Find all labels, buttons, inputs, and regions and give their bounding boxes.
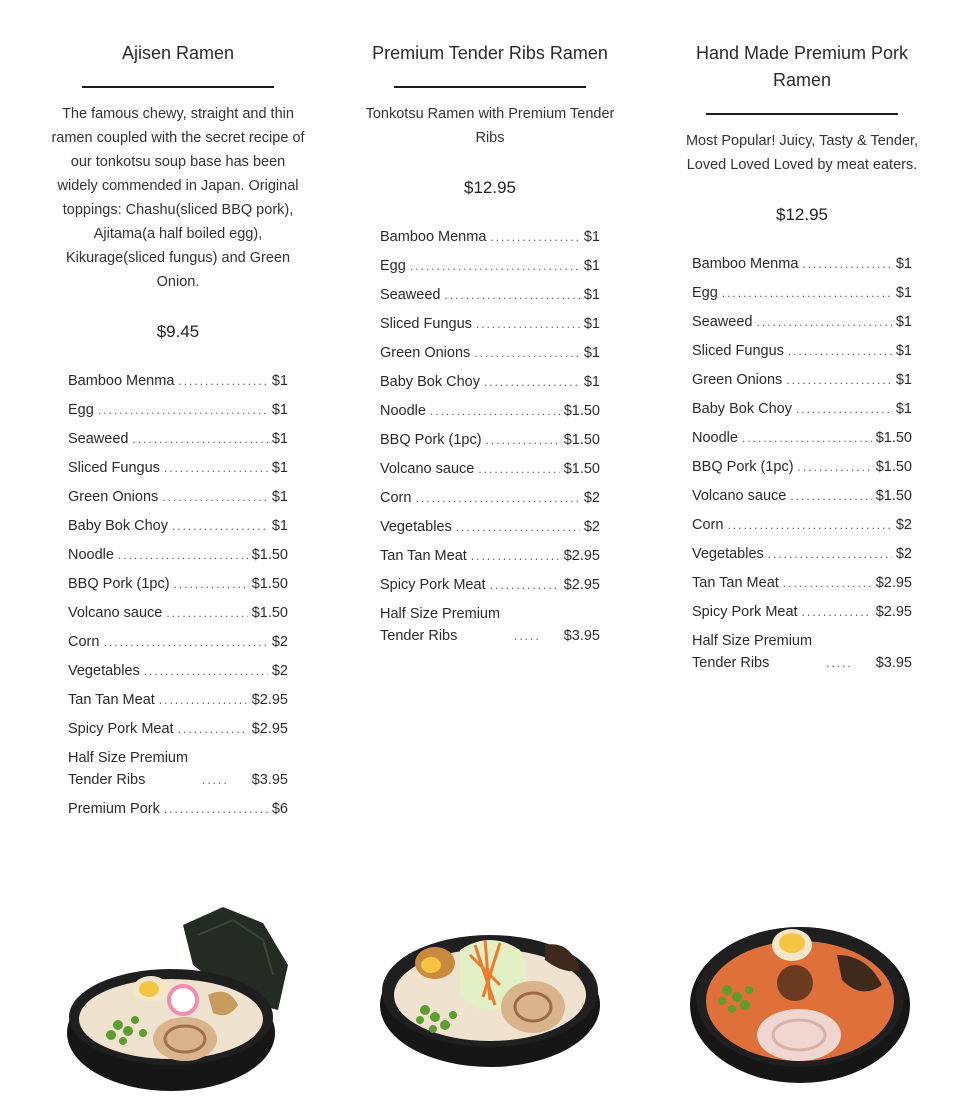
addon-name: Egg (68, 402, 94, 418)
dot-leader (444, 284, 579, 306)
dot-leader (474, 342, 580, 364)
addon-name: Noodle (692, 430, 738, 446)
title-divider (82, 86, 274, 88)
addon-item (692, 572, 912, 594)
addon-name: Vegetables (692, 546, 764, 562)
addon-item (68, 544, 288, 566)
addon-price: $1 (271, 489, 288, 505)
addon-name: Tan Tan Meat (68, 692, 155, 708)
addon-item (380, 487, 600, 509)
dot-leader (802, 601, 872, 623)
addon-item (68, 660, 288, 682)
dot-leader (786, 369, 892, 391)
addon-name: Noodle (68, 547, 114, 563)
dot-leader (202, 769, 226, 791)
addon-name: Corn (68, 634, 100, 650)
addon-item (692, 398, 912, 420)
addon-item (68, 399, 288, 421)
dot-leader (796, 398, 892, 420)
addon-name: Noodle (380, 403, 426, 419)
tender-rib-pork (501, 981, 565, 1033)
addon-price: $1.50 (875, 488, 912, 504)
addon-name: Tan Tan Meat (692, 575, 779, 591)
addon-item (68, 457, 288, 479)
tender-ribs-ramen-bowl-photo (375, 905, 605, 1095)
dot-leader (788, 340, 892, 362)
addon-item (68, 486, 288, 508)
tender-ribs-ramen-bowl-illustration (375, 905, 605, 1095)
addon-price: $1.50 (563, 432, 600, 448)
title-divider (706, 113, 898, 115)
addon-item (380, 545, 600, 567)
dot-leader (144, 660, 268, 682)
addon-name: BBQ Pork (1pc) (692, 459, 794, 475)
addon-price: $3.95 (875, 655, 912, 671)
addon-price: $2 (583, 490, 600, 506)
addon-item (692, 543, 912, 565)
addon-name: Spicy Pork Meat (68, 721, 174, 737)
addon-name: Green Onions (380, 345, 471, 361)
addon-price: $1 (583, 316, 600, 332)
addon-price: $1.50 (251, 576, 288, 592)
addon-item (380, 255, 600, 277)
addon-name: Sliced Fungus (692, 343, 784, 359)
addon-name: Volcano sauce (692, 488, 787, 504)
addon-name: Seaweed (692, 314, 753, 330)
addon-item (68, 428, 288, 450)
meatball (777, 965, 813, 1001)
addon-name: Baby Bok Choy (692, 401, 792, 417)
dot-leader (486, 429, 560, 451)
dish-title: Ajisen Ramen (121, 43, 235, 63)
addon-item (68, 370, 288, 392)
addon-item (692, 601, 912, 623)
addon-item (692, 340, 912, 362)
addon-price: $2.95 (875, 575, 912, 591)
addon-item (380, 371, 600, 393)
dot-leader (514, 625, 538, 647)
addon-item (68, 515, 288, 537)
addon-price: $6 (271, 801, 288, 817)
addon-item (68, 798, 288, 820)
addon-price: $1 (271, 431, 288, 447)
addon-price: $2.95 (563, 577, 600, 593)
dot-leader (756, 311, 891, 333)
addon-price: $1.50 (563, 403, 600, 419)
addon-price: $1 (583, 229, 600, 245)
addon-name: Seaweed (380, 287, 441, 303)
addon-name: Volcano sauce (68, 605, 163, 621)
addon-item (380, 603, 600, 647)
addon-price: $2.95 (251, 692, 288, 708)
addon-price: $1.50 (875, 459, 912, 475)
dot-leader (802, 253, 891, 275)
dish-price: $12.95 (776, 205, 828, 224)
menu-column-ajisen-ramen (53, 40, 303, 827)
addon-price: $1 (895, 343, 912, 359)
addon-item (68, 689, 288, 711)
menu-column-premium-pork-ramen (677, 40, 927, 681)
addon-name: Spicy Pork Meat (380, 577, 486, 593)
title-divider (394, 86, 586, 88)
addon-item (692, 253, 912, 275)
dot-leader (742, 427, 872, 449)
dish-title: Premium Tender Ribs Ramen (372, 43, 608, 63)
dot-leader (727, 514, 891, 536)
addon-list (68, 370, 288, 820)
addon-name: Egg (692, 285, 718, 301)
menu-column-tender-ribs-ramen (365, 40, 615, 654)
addon-price: $1 (895, 372, 912, 388)
addon-name: Premium Pork (68, 801, 160, 817)
dot-leader (478, 458, 559, 480)
dot-leader (490, 574, 560, 596)
addon-price: $1 (271, 373, 288, 389)
addon-price: $3.95 (251, 772, 288, 788)
addon-list (692, 253, 912, 674)
dot-leader (172, 515, 268, 537)
dot-leader (415, 487, 579, 509)
addon-name: Tan Tan Meat (380, 548, 467, 564)
addon-price: $2.95 (251, 721, 288, 737)
dot-leader (826, 652, 850, 674)
addon-price: $1 (895, 314, 912, 330)
dot-leader (476, 313, 580, 335)
dot-leader (132, 428, 267, 450)
dot-leader (166, 602, 247, 624)
addon-name: Sliced Fungus (68, 460, 160, 476)
addon-price: $1 (583, 345, 600, 361)
addon-price: $1 (583, 258, 600, 274)
addon-item (380, 284, 600, 306)
addon-item (692, 427, 912, 449)
addon-price: $1 (271, 402, 288, 418)
premium-pork-ramen-bowl-illustration (687, 905, 917, 1095)
addon-name: Corn (692, 517, 724, 533)
addon-price: $1 (583, 287, 600, 303)
addon-name: Green Onions (692, 372, 783, 388)
addon-price: $2 (895, 546, 912, 562)
addon-price: $2.95 (875, 604, 912, 620)
dot-leader (768, 543, 892, 565)
addon-name: BBQ Pork (1pc) (68, 576, 170, 592)
addon-item (692, 485, 912, 507)
addon-price: $2 (271, 634, 288, 650)
chashu-pork (153, 1017, 217, 1061)
dish-price: $12.95 (464, 178, 516, 197)
addon-item (68, 573, 288, 595)
addon-name: Vegetables (68, 663, 140, 679)
addon-price: $1.50 (251, 605, 288, 621)
addon-name: Baby Bok Choy (68, 518, 168, 534)
addon-item (380, 342, 600, 364)
dot-leader (159, 689, 248, 711)
addon-name: Half Size Premium Tender Ribs (68, 750, 189, 788)
addon-name: Bamboo Menma (692, 256, 799, 272)
dish-description: Most Popular! Juicy, Tasty & Tender, Loved Loved Loved by meat eaters. (685, 133, 919, 173)
addon-item (692, 630, 912, 674)
dish-title: Hand Made Premium Pork Ramen (695, 43, 909, 90)
addon-item (692, 282, 912, 304)
dot-leader (178, 370, 267, 392)
addon-price: $2.95 (563, 548, 600, 564)
addon-item (692, 311, 912, 333)
dot-leader (722, 282, 892, 304)
dot-leader (471, 545, 560, 567)
addon-price: $2 (583, 519, 600, 535)
addon-price: $3.95 (563, 628, 600, 644)
addon-item (68, 602, 288, 624)
dot-leader (103, 631, 267, 653)
egg-yolk (421, 957, 441, 973)
addon-item (380, 458, 600, 480)
dot-leader (490, 226, 579, 248)
dot-leader (798, 456, 872, 478)
addon-name: Bamboo Menma (380, 229, 487, 245)
addon-name: Half Size Premium Tender Ribs (380, 606, 501, 644)
dot-leader (118, 544, 248, 566)
addon-name: Corn (380, 490, 412, 506)
addon-name: Spicy Pork Meat (692, 604, 798, 620)
addon-item (68, 631, 288, 653)
dot-leader (98, 399, 268, 421)
ajisen-ramen-bowl-illustration (63, 905, 293, 1095)
dot-leader (783, 572, 872, 594)
addon-item (68, 747, 288, 791)
dish-description: Tonkotsu Ramen with Premium Tender Ribs (365, 106, 615, 146)
addon-price: $1 (271, 460, 288, 476)
dot-leader (456, 516, 580, 538)
addon-item (380, 226, 600, 248)
addon-price: $1 (895, 285, 912, 301)
addon-list (380, 226, 600, 647)
dish-description: The famous chewy, straight and thin ramen coupled with the secret recipe of our tonkotsu soup base has been widely commended in Japan. Original toppings: Chashu(sliced BBQ pork), Ajitama(a half boiled egg), Kikurage(sliced fungus) and Green Onion. (51, 106, 305, 290)
addon-price: $1.50 (251, 547, 288, 563)
addon-item (380, 313, 600, 335)
addon-price: $1 (895, 401, 912, 417)
dot-leader (162, 486, 268, 508)
addon-item (380, 429, 600, 451)
addon-item (692, 514, 912, 536)
addon-name: Egg (380, 258, 406, 274)
addon-price: $2 (271, 663, 288, 679)
addon-price: $2 (895, 517, 912, 533)
addon-item (380, 400, 600, 422)
addon-name: Seaweed (68, 431, 129, 447)
egg-yolk (139, 981, 159, 997)
dot-leader (178, 718, 248, 740)
addon-price: $1.50 (875, 430, 912, 446)
addon-name: Bamboo Menma (68, 373, 175, 389)
addon-name: Vegetables (380, 519, 452, 535)
dot-leader (410, 255, 580, 277)
addon-item (692, 369, 912, 391)
egg-yolk (779, 933, 805, 953)
addon-item (692, 456, 912, 478)
dot-leader (430, 400, 560, 422)
dot-leader (790, 485, 871, 507)
ajisen-ramen-bowl-photo (63, 905, 293, 1095)
addon-item (380, 516, 600, 538)
addon-name: BBQ Pork (1pc) (380, 432, 482, 448)
dot-leader (174, 573, 248, 595)
premium-pork-ramen-bowl-photo (687, 905, 917, 1095)
addon-name: Sliced Fungus (380, 316, 472, 332)
addon-price: $1 (583, 374, 600, 390)
addon-name: Half Size Premium Tender Ribs (692, 633, 813, 671)
dot-leader (164, 798, 268, 820)
narutomaki (169, 986, 197, 1014)
addon-name: Baby Bok Choy (380, 374, 480, 390)
addon-price: $1 (271, 518, 288, 534)
dish-price: $9.45 (156, 322, 200, 341)
addon-price: $1 (895, 256, 912, 272)
addon-item (68, 718, 288, 740)
premium-pork-slice (757, 1009, 841, 1061)
addon-name: Green Onions (68, 489, 159, 505)
addon-price: $1.50 (563, 461, 600, 477)
addon-item (380, 574, 600, 596)
addon-name: Volcano sauce (380, 461, 475, 477)
dot-leader (164, 457, 268, 479)
dot-leader (484, 371, 580, 393)
